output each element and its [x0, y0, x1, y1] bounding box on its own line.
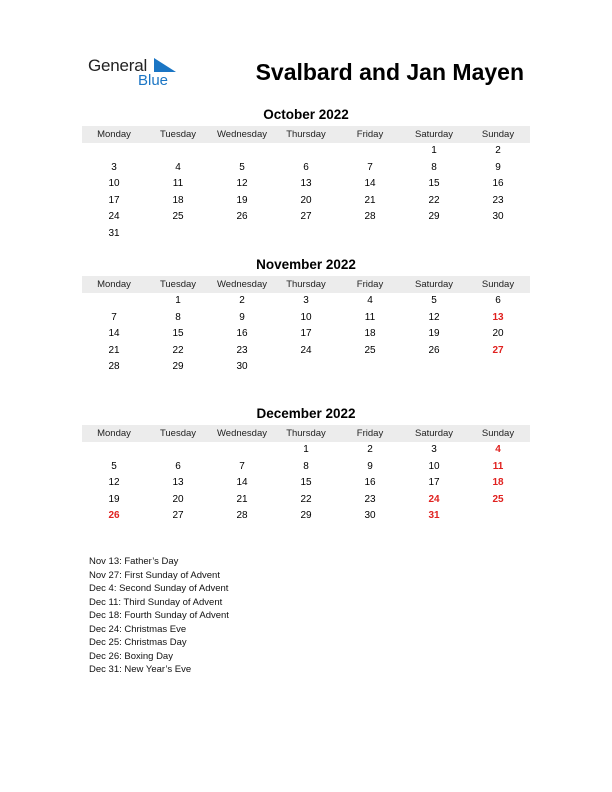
day-cell: 12 [236, 178, 248, 190]
holiday-item: Dec 31: New Year’s Eve [89, 664, 192, 675]
day-cell: 3 [111, 161, 117, 173]
day-cell: 2 [495, 145, 501, 156]
day-cell: 12 [108, 477, 120, 489]
week-row [82, 209, 530, 226]
day-cell: 15 [428, 178, 440, 190]
day-cell: 20 [492, 328, 504, 340]
day-cell: 3 [431, 444, 437, 455]
day-cell: 21 [364, 194, 376, 206]
day-cell: 29 [172, 361, 184, 373]
month-november [82, 256, 530, 376]
empty-day-cell [210, 442, 274, 459]
day-cell: 13 [172, 477, 184, 489]
day-cell: 16 [492, 178, 504, 190]
weekday-thursday: Thursday [286, 129, 326, 140]
day-cell: 20 [300, 194, 312, 206]
weekday-header [82, 276, 530, 293]
weekday-saturday: Saturday [414, 129, 454, 140]
month-october [82, 106, 530, 243]
weekday-monday: Monday [97, 279, 131, 290]
weekday-sunday: Sunday [481, 428, 515, 439]
day-cell: 9 [367, 460, 373, 472]
day-cell: 30 [236, 361, 248, 373]
day-cell: 27 [172, 510, 184, 522]
day-cell: 23 [492, 194, 504, 206]
day-cell: 30 [364, 510, 376, 522]
day-cell: 1 [431, 145, 437, 156]
day-cell: 22 [428, 194, 440, 206]
day-cell: 27 [492, 344, 504, 356]
day-cell: 5 [239, 161, 245, 173]
day-cell: 7 [367, 161, 373, 173]
week-row [82, 359, 530, 376]
day-cell: 6 [495, 295, 501, 306]
day-cell: 9 [239, 311, 245, 323]
week-row [82, 293, 530, 310]
empty-day-cell [338, 143, 402, 160]
week-row [82, 508, 530, 525]
weekday-thursday: Thursday [286, 279, 326, 290]
day-cell: 13 [300, 178, 312, 190]
month-title: November 2022 [256, 257, 356, 272]
week-row [82, 343, 530, 360]
day-cell: 25 [492, 493, 504, 505]
day-cell: 29 [428, 211, 440, 223]
day-cell: 24 [300, 344, 312, 356]
weekday-sunday: Sunday [481, 129, 515, 140]
day-cell: 25 [364, 344, 376, 356]
day-cell: 8 [175, 311, 181, 323]
week-row [82, 326, 530, 343]
day-cell: 24 [428, 493, 440, 505]
day-cell: 16 [364, 477, 376, 489]
weekday-tuesday: Tuesday [159, 129, 197, 140]
day-cell: 2 [239, 295, 245, 306]
day-cell: 28 [108, 361, 120, 373]
month-title: December 2022 [256, 406, 356, 421]
empty-day-cell [274, 359, 338, 376]
day-cell: 10 [428, 460, 440, 472]
day-cell: 29 [300, 510, 312, 522]
empty-day-cell [274, 226, 338, 243]
day-cell: 7 [111, 311, 117, 323]
empty-day-cell [466, 359, 530, 376]
day-cell: 16 [236, 328, 248, 340]
holiday-item: Dec 26: Boxing Day [89, 650, 173, 662]
holiday-item: Nov 13: Father’s Day [89, 556, 179, 567]
holiday-item: Dec 4: Second Sunday of Advent [89, 583, 229, 594]
empty-day-cell [146, 143, 210, 160]
month-title: October 2022 [263, 107, 349, 122]
week-row [82, 193, 530, 210]
day-cell: 28 [364, 211, 376, 223]
day-cell: 26 [428, 344, 440, 356]
holiday-item: Nov 27: First Sunday of Advent [89, 569, 220, 581]
day-cell: 7 [239, 460, 245, 472]
day-cell: 23 [236, 344, 248, 356]
logo-general-text: General [88, 56, 148, 75]
weekday-tuesday: Tuesday [159, 428, 197, 439]
day-cell: 1 [175, 295, 181, 306]
empty-day-cell [466, 508, 530, 525]
weekday-thursday: Thursday [286, 428, 326, 439]
weekday-wednesday: Wednesday [217, 129, 267, 140]
weekday-header [82, 425, 530, 442]
day-cell: 22 [300, 493, 312, 505]
week-row [82, 160, 530, 177]
empty-day-cell [82, 293, 146, 310]
day-cell: 12 [428, 311, 440, 323]
weekday-saturday: Saturday [414, 428, 454, 439]
day-cell: 25 [172, 211, 184, 223]
weekday-saturday: Saturday [414, 279, 454, 290]
day-cell: 24 [108, 211, 120, 223]
week-row [82, 176, 530, 193]
day-cell: 30 [492, 211, 504, 223]
day-cell: 14 [364, 178, 376, 190]
weekday-friday: Friday [356, 428, 384, 439]
day-cell: 3 [303, 295, 309, 306]
day-cell: 2 [367, 444, 373, 455]
week-row [82, 310, 530, 327]
empty-day-cell [402, 359, 466, 376]
week-row [82, 143, 530, 160]
empty-day-cell [338, 226, 402, 243]
week-row [82, 459, 530, 476]
day-cell: 4 [495, 444, 501, 455]
weekday-wednesday: Wednesday [217, 428, 267, 439]
day-cell: 5 [111, 460, 117, 472]
logo-flag-icon [154, 58, 176, 72]
logo-blue-text: Blue [138, 72, 169, 89]
week-row [82, 475, 530, 492]
weekday-sunday: Sunday [481, 279, 515, 290]
empty-day-cell [466, 226, 530, 243]
day-cell: 1 [303, 444, 309, 455]
day-cell: 5 [431, 295, 437, 306]
day-cell: 26 [236, 211, 248, 223]
holiday-item: Dec 18: Fourth Sunday of Advent [89, 610, 229, 621]
empty-day-cell [82, 442, 146, 459]
day-cell: 28 [236, 510, 248, 522]
week-row [82, 226, 530, 243]
day-cell: 10 [108, 178, 120, 190]
day-cell: 19 [428, 328, 440, 340]
day-cell: 23 [364, 493, 376, 505]
day-cell: 8 [303, 460, 309, 472]
holiday-item: Dec 25: Christmas Day [89, 637, 187, 648]
day-cell: 21 [236, 493, 248, 505]
day-cell: 6 [303, 161, 309, 173]
weekday-friday: Friday [356, 279, 384, 290]
empty-day-cell [402, 226, 466, 243]
weekday-tuesday: Tuesday [159, 279, 197, 290]
day-cell: 26 [108, 510, 120, 522]
empty-day-cell [274, 143, 338, 160]
week-row [82, 442, 530, 459]
empty-day-cell [146, 442, 210, 459]
day-cell: 8 [431, 161, 437, 173]
generalblue-logo [88, 56, 188, 92]
day-cell: 27 [300, 211, 312, 223]
day-cell: 15 [172, 328, 184, 340]
day-cell: 21 [108, 344, 120, 356]
empty-day-cell [210, 143, 274, 160]
day-cell: 18 [172, 194, 184, 206]
weekday-wednesday: Wednesday [217, 279, 267, 290]
weekday-monday: Monday [97, 129, 131, 140]
holiday-list [89, 555, 389, 677]
weekday-monday: Monday [97, 428, 131, 439]
day-cell: 11 [492, 460, 504, 472]
day-cell: 4 [367, 295, 373, 306]
empty-day-cell [146, 226, 210, 243]
holiday-item: Dec 24: Christmas Eve [89, 623, 187, 635]
page-title: Svalbard and Jan Mayen [255, 59, 524, 85]
holiday-item: Dec 11: Third Sunday of Advent [89, 596, 223, 608]
empty-day-cell [338, 359, 402, 376]
day-cell: 22 [172, 344, 184, 356]
weekday-header [82, 126, 530, 143]
weekday-friday: Friday [356, 129, 384, 140]
day-cell: 19 [108, 493, 120, 505]
month-december [82, 405, 530, 525]
day-cell: 4 [175, 161, 181, 173]
day-cell: 10 [300, 311, 312, 323]
day-cell: 18 [492, 477, 504, 489]
week-row [82, 492, 530, 509]
empty-day-cell [210, 226, 274, 243]
day-cell: 19 [236, 194, 248, 206]
day-cell: 6 [175, 460, 181, 472]
day-cell: 11 [172, 178, 184, 190]
day-cell: 14 [108, 328, 120, 340]
day-cell: 17 [428, 477, 440, 489]
day-cell: 18 [364, 328, 376, 340]
day-cell: 14 [236, 477, 248, 489]
day-cell: 9 [495, 161, 501, 173]
day-cell: 17 [300, 328, 312, 340]
day-cell: 13 [492, 311, 504, 323]
day-cell: 20 [172, 493, 184, 505]
empty-day-cell [82, 143, 146, 160]
day-cell: 31 [108, 227, 120, 239]
day-cell: 17 [108, 194, 120, 206]
day-cell: 11 [364, 311, 376, 323]
day-cell: 15 [300, 477, 312, 489]
day-cell: 31 [428, 510, 440, 522]
